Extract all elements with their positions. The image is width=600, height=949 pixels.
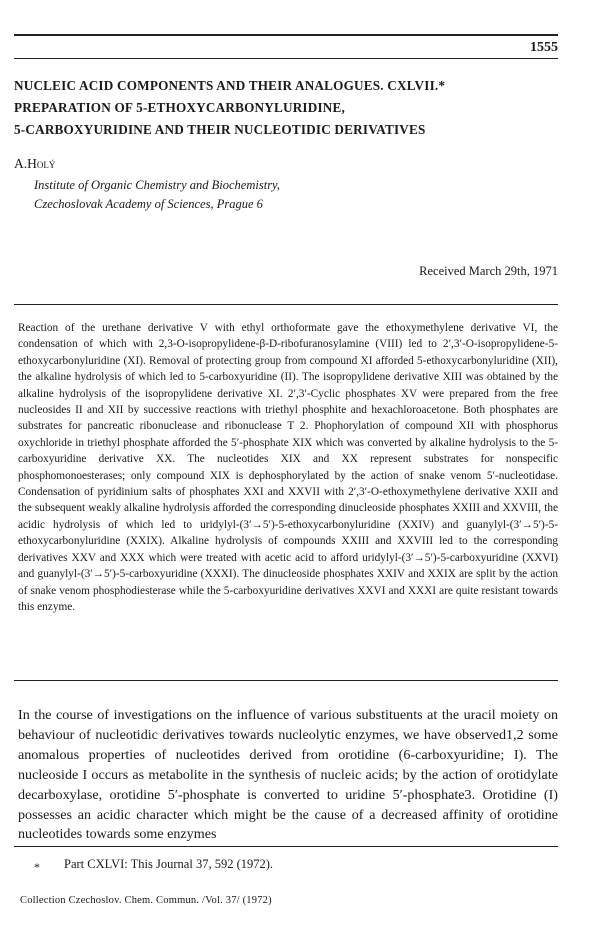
affiliation-line-2: Czechoslovak Academy of Sciences, Prague 6	[34, 197, 263, 211]
header-rule	[14, 58, 558, 59]
abstract	[18, 320, 558, 615]
journal-citation: Collection Czechoslov. Chem. Commun. /Vol. 37/ (1972)	[20, 895, 272, 906]
page-number: 1555	[530, 40, 558, 55]
body-text-block	[18, 706, 558, 845]
title-line-1: NUCLEIC ACID COMPONENTS AND THEIR ANALOGUES. CXLVII.*	[14, 78, 446, 93]
title-line-3: 5-CARBOXYURIDINE AND THEIR NUCLEOTIDIC DERIVATIVES	[14, 122, 426, 137]
affiliation-line-1: Institute of Organic Chemistry and Biochemistry,	[34, 178, 281, 192]
abstract-top-rule	[14, 304, 558, 305]
title-line-2: PREPARATION OF 5-ETHOXYCARBONYLURIDINE,	[14, 100, 346, 115]
received-date: Received March 29th, 1971	[419, 264, 558, 278]
body-paragraph: In the course of investigations on the influence of various substituents at the uracil moiety on behaviour of nucleotidic derivatives towards nucleolytic enzymes, we have observed1,2 some anomalous properties of nucleotides derived from orotidine (6-carboxyuridine; I). The nucleoside I occurs as metabolite in the synthesis of nucleic acids; by the action of orotidylate decarboxylase, orotidine 5′-phosphate is converted to uridine 5′-phosphate3. Orotidine (I) possesses an acidic character which might be the cause of a decreased affinity of orotidine nucleotides towards some enzymes	[18, 707, 558, 843]
footnote-rule	[14, 846, 558, 847]
abstract-bottom-rule	[14, 680, 558, 681]
top-rule	[14, 34, 558, 36]
abstract-text: Reaction of the urethane derivative V with ethyl orthoformate gave the ethoxymethylene derivative VI, the condensation of which with 2,3-O-isopropylidene-β-D-ribofuranosylamine (VIII) led to 2′,3′-O-isopropylidene-5-ethoxycarbonyluridine (XI). Removal of protecting group from compound XI afforded 5-ethoxycarbonyluridine (XII), the alkaline hydrolysis of which led to 5-carboxyuridine (II). The isopropylidene derivative XIII was obtained by the alkaline hydrolysis of the isopropylidene derivative XI. 2′,3′-Cyclic phosphates XV were prepared from the free nucleosides II and XII by successive reactions with triethyl phosphite and hexachloroacetone. Both phosphates are substrates for pancreatic ribonuclease and ribonuclease T 2. Phophorylation of compound XII with phosphorus oxychloride in triethyl phosphate afforded the 5′-phosphate XIX which was converted by alkaline hydrolysis to the 5-carboxyuridine derivative XX. The nucleotides XIX and XX represent substrates for nonspecific phosphomonoesterases; only compound XIX is dephosphorylated by the action of snake venom 5′-nucleotidase. Condensation of pyridinium salts of phosphates XXI and XXVII with 2′,3′-O-ethoxymethylene derivative XXII and the subsequent weakly alkaline hydrolysis afforded the corresponding dinucleoside phosphates XXIII and XXVIII, the acidic hydrolysis of which led to uridylyl-(3′→5′)-5-ethoxycarbonyluridine (XXIV) and guanylyl-(3′→5′)-5-ethoxycarbonyluridine (XXIX). Alkaline hydrolysis of compounds XXIII and XXVIII led to the corresponding derivatives XXV and XXX which were treated with acetic acid to afford uridylyl-(3′→5′)-5-carboxyuridine (XXVI) and guanylyl-(3′→5′)-5-carboxyuridine (XXXI). The dinucleoside phosphates XXIV and XXIX are split by the action of snake venom phosphodiesterase while the 5-carboxyuridine derivatives XXVI and XXXI are quite resistant towards this enzyme.	[18, 322, 558, 613]
footnote-text: Part CXLVI: This Journal 37, 592 (1972).	[64, 857, 274, 871]
footnote-mark: *	[34, 860, 40, 874]
author-name: A.Holý	[14, 156, 56, 171]
